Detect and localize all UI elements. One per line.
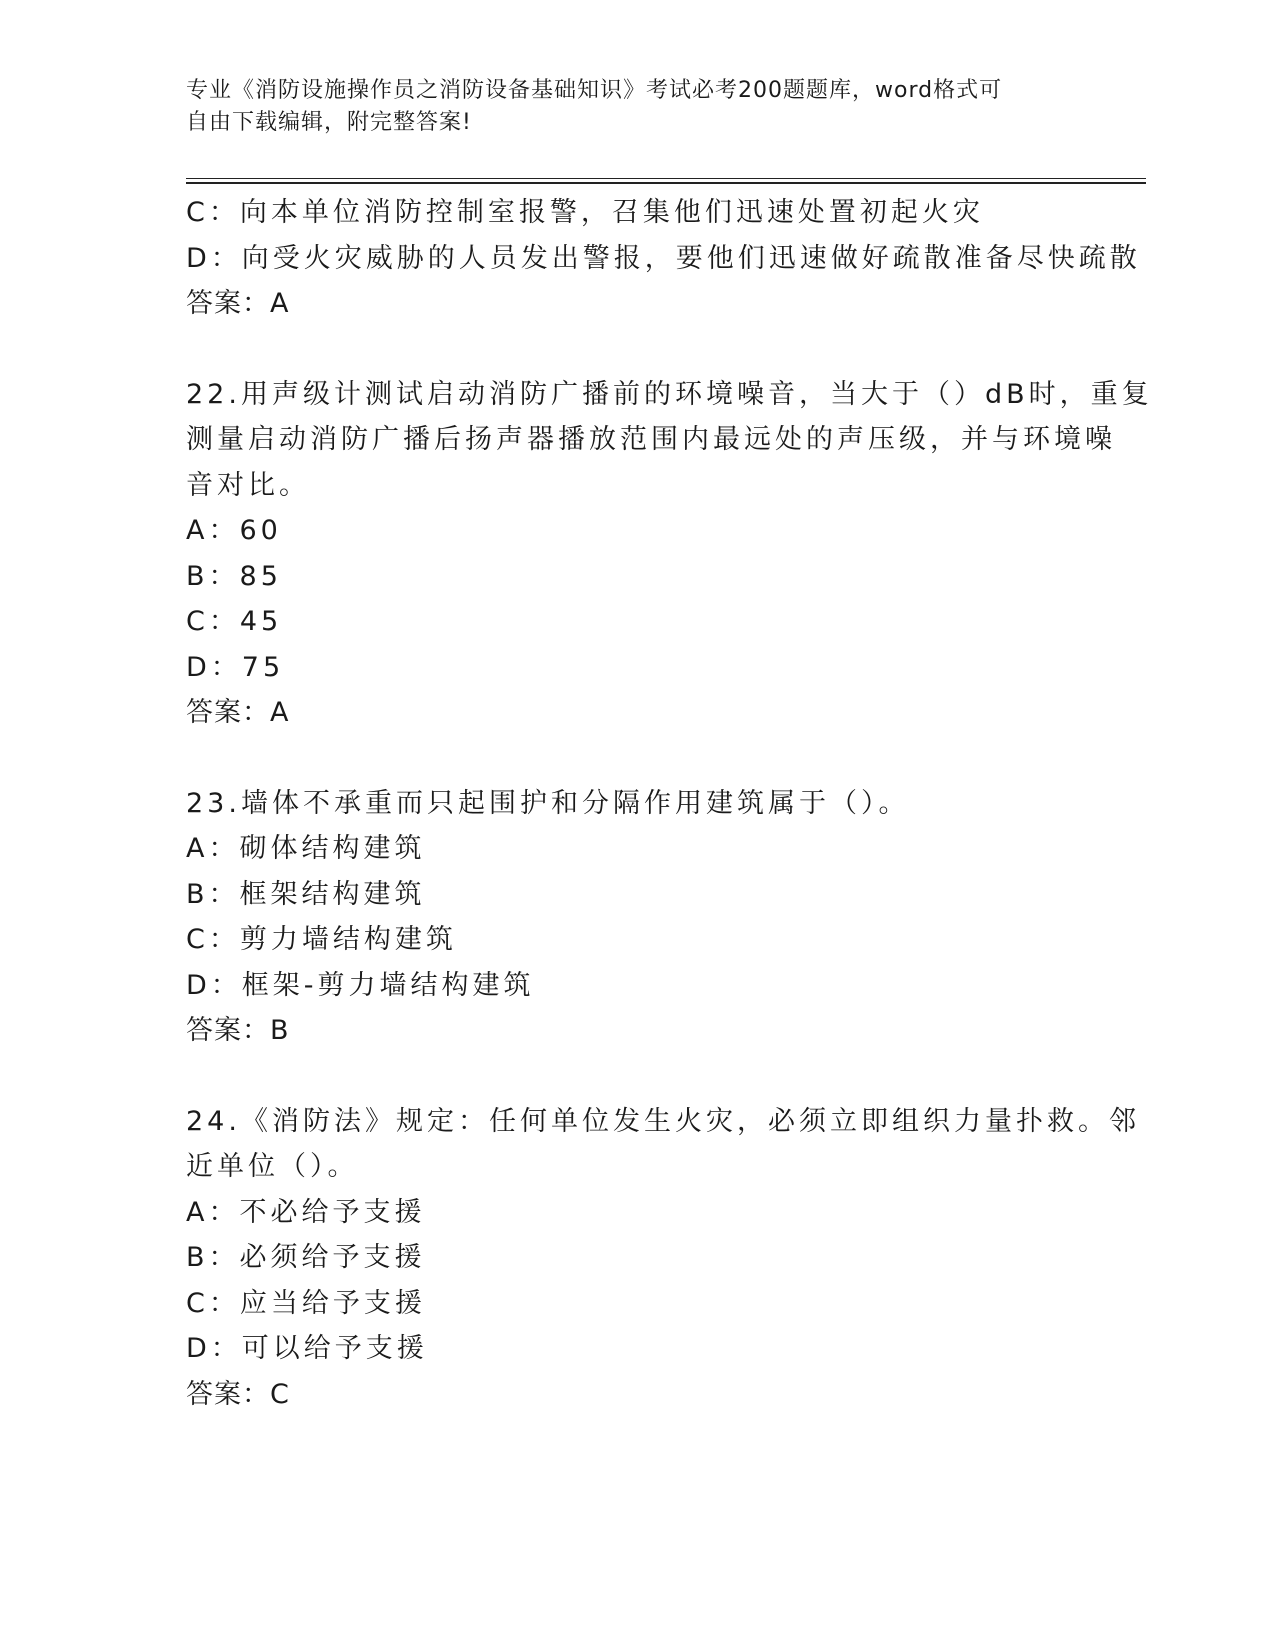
question-stem-line-1: 24.《消防法》规定：任何单位发生火灾，必须立即组织力量扑救。邻: [186, 1105, 1140, 1137]
option-d: D：向受火灾威胁的人员发出警报，要他们迅速做好疏散准备尽快疏散: [186, 242, 1141, 274]
option-c: C：应当给予支援: [186, 1287, 426, 1319]
answer-label: 答案：B: [186, 1015, 290, 1046]
option-a: A：60: [186, 515, 282, 546]
document-header: [186, 75, 1066, 139]
question-24: [186, 1099, 1140, 1418]
option-a: A：砌体结构建筑: [186, 833, 426, 864]
answer-label: 答案：C: [186, 1378, 290, 1410]
option-d: D：可以给予支援: [186, 1333, 428, 1364]
option-c: C：向本单位消防控制室报警，召集他们迅速处置初起火灾: [186, 197, 984, 228]
spacer: [186, 327, 1086, 372]
question-list: [186, 190, 1153, 1417]
option-d: D：框架-剪力墙结构建筑: [186, 969, 535, 1001]
question-stem-line-2: 测量启动消防广播后扬声器播放范围内最远处的声压级，并与环境噪: [186, 424, 1116, 455]
header-title-line-1: 专业《消防设施操作员之消防设备基础知识》考试必考200题题库，word格式可: [186, 78, 1003, 103]
spacer: [186, 1054, 1086, 1099]
answer-label: 答案：A: [186, 288, 290, 319]
option-d: D：75: [186, 651, 285, 683]
spacer: [186, 736, 1086, 781]
option-a: A：不必给予支援: [186, 1196, 426, 1228]
question-stem-line-1: 22.用声级计测试启动消防广播前的环境噪音，当大于（）dB时，重复: [186, 378, 1153, 410]
header-divider-thin: [186, 178, 1146, 179]
question-stem-line-3: 音对比。: [186, 469, 310, 501]
question-21-continued: [186, 190, 1141, 327]
question-22: [186, 372, 1153, 736]
option-b: B：85: [186, 560, 282, 592]
answer-label: 答案：A: [186, 697, 290, 728]
option-c: C：剪力墙结构建筑: [186, 924, 457, 955]
question-stem-line-2: 近单位（）。: [186, 1151, 359, 1182]
header-divider-thick: [186, 182, 1146, 184]
header-title-line-2: 自由下载编辑，附完整答案!: [186, 110, 472, 135]
option-c: C：45: [186, 606, 283, 637]
option-b: B：框架结构建筑: [186, 878, 426, 910]
question-23: [186, 781, 1086, 1054]
question-stem-line-1: 23.墙体不承重而只起围护和分隔作用建筑属于（）。: [186, 787, 910, 819]
option-b: B：必须给予支援: [186, 1242, 426, 1273]
